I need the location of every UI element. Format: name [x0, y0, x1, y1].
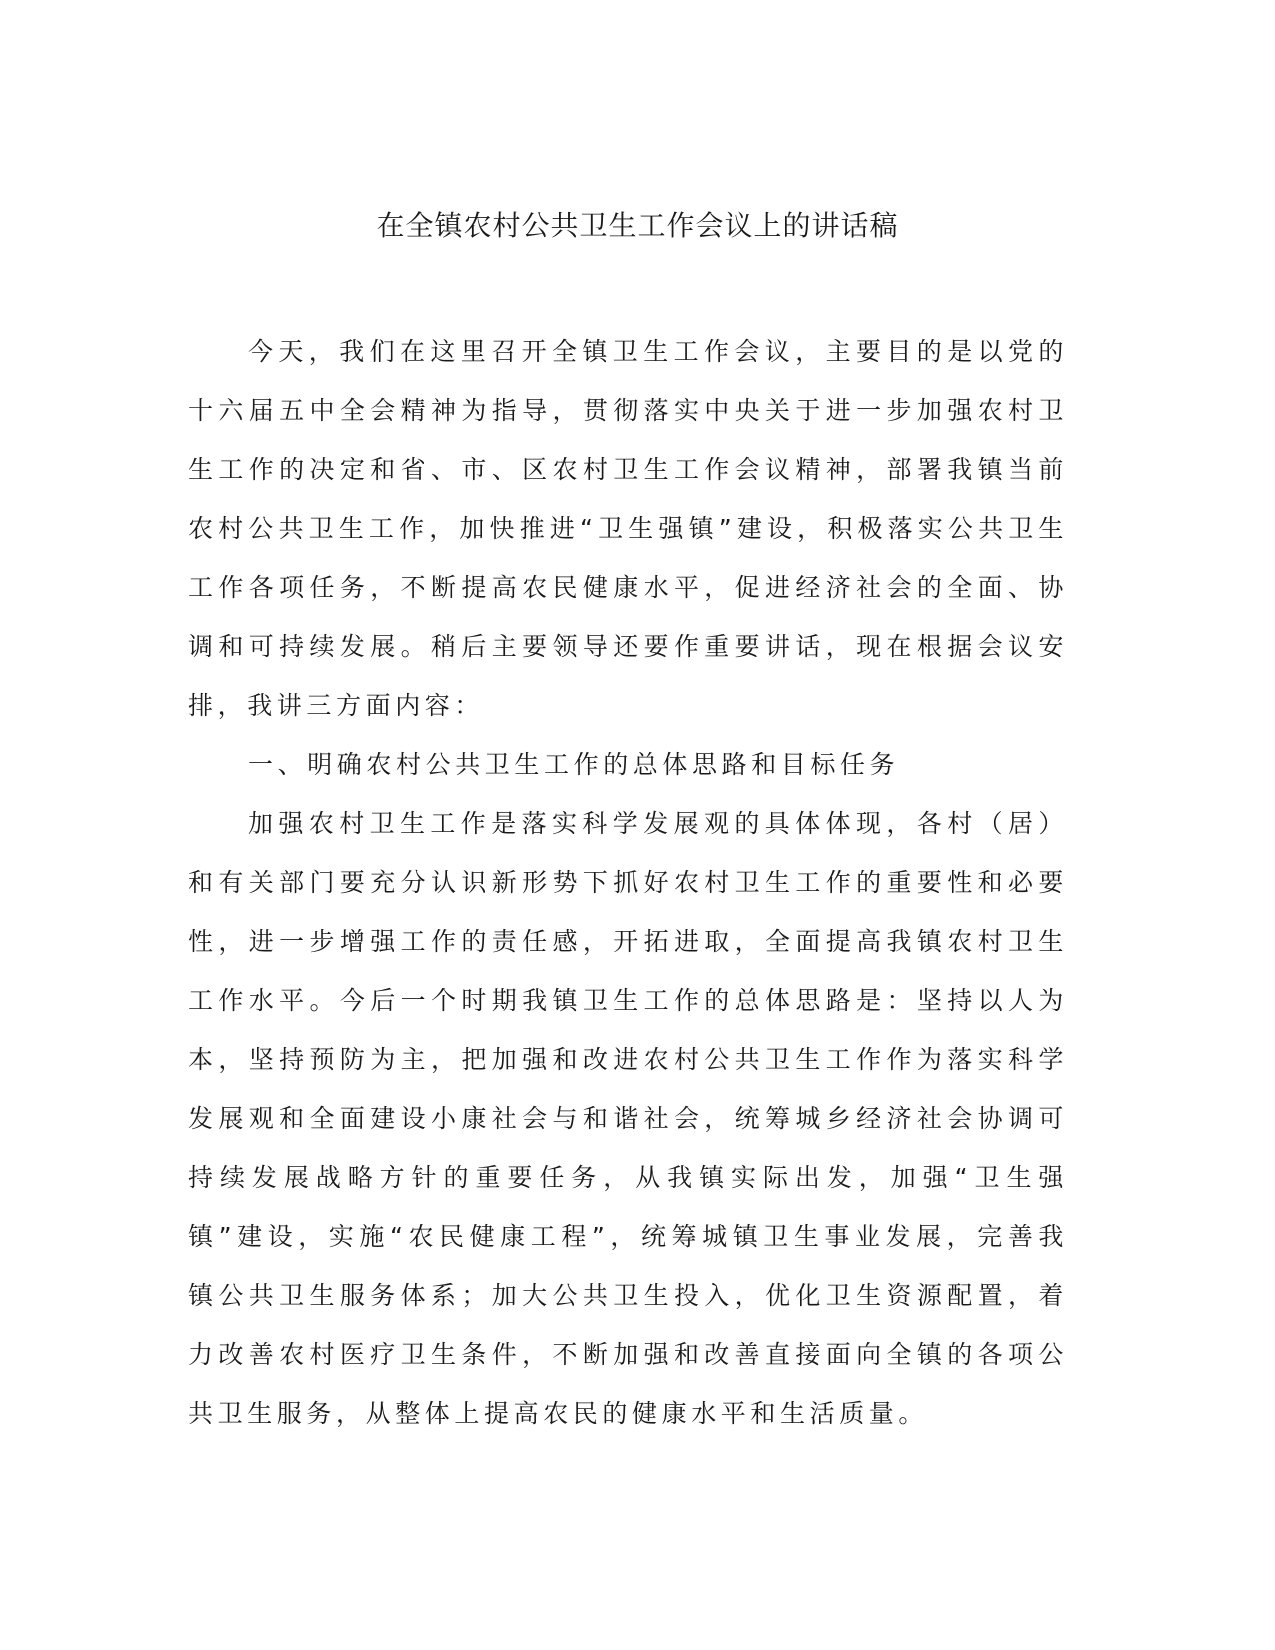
paragraph-intro: 今天，我们在这里召开全镇卫生工作会议，主要目的是以党的十六届五中全会精神为指导，贯彻落实中央关于进一步加强农村卫生工作的决定和省、市、区农村卫生工作会议精神，部署我镇当前农村公共卫生工作，加快推进“卫生强镇”建设，积极落实公共卫生工作各项任务，不断提高农民健康水平，促进经济社会的全面、协调和可持续发展。稍后主要领导还要作重要讲话，现在根据会议安排，我讲三方面内容： [188, 337, 1068, 720]
document-title: 在全镇农村公共卫生工作会议上的讲话稿 [376, 209, 899, 242]
document-body [188, 322, 1068, 1443]
section-heading-1: 一、明确农村公共卫生工作的总体思路和目标任务 [248, 750, 900, 779]
paragraph-section-1: 加强农村卫生工作是落实科学发展观的具体体现，各村（居）和有关部门要充分认识新形势下抓好农村卫生工作的重要性和必要性，进一步增强工作的责任感，开拓进取，全面提高我镇农村卫生工作水平。今后一个时期我镇卫生工作的总体思路是：坚持以人为本，坚持预防为主，把加强和改进农村公共卫生工作作为落实科学发展观和全面建设小康社会与和谐社会，统筹城乡经济社会协调可持续发展战略方针的重要任务，从我镇实际出发，加强“卫生强镇”建设，实施“农民健康工程”，统筹城镇卫生事业发展，完善我镇公共卫生服务体系；加大公共卫生投入，优化卫生资源配置，着力改善农村医疗卫生条件，不断加强和改善直接面向全镇的各项公共卫生服务，从整体上提高农民的健康水平和生活质量。 [188, 809, 1068, 1428]
